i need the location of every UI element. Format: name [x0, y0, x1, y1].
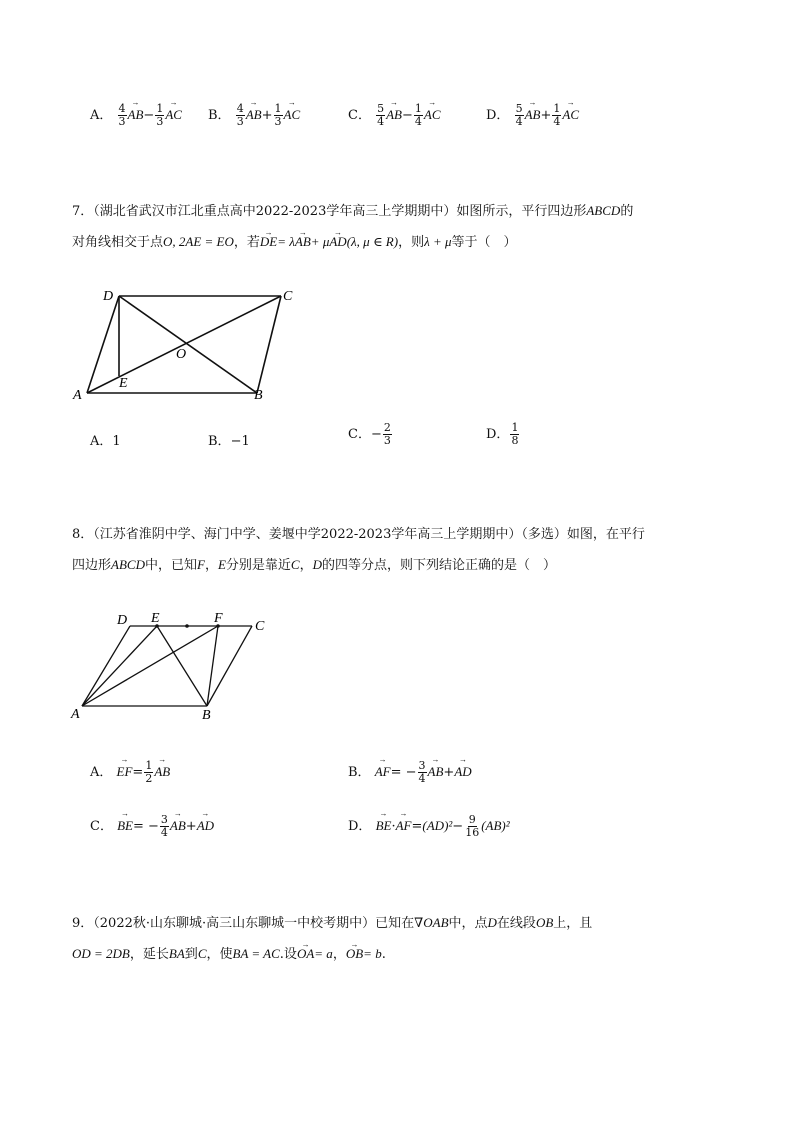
q6-option-d[interactable]	[486, 103, 579, 128]
vector-ad: → AD	[454, 764, 471, 780]
side-bc	[257, 296, 281, 393]
stem-text: 等于（ ）	[451, 235, 517, 250]
option-label: A．	[90, 434, 113, 449]
vector-ad-squared: (AD)²	[422, 818, 453, 833]
q8-option-d[interactable]	[348, 814, 510, 839]
vector-ab: → AB	[386, 107, 402, 123]
label-c: C	[283, 289, 293, 304]
stem-text: ，则	[398, 235, 425, 250]
vector-ab: → AB	[154, 764, 170, 780]
vector-ac: → AC	[562, 107, 579, 123]
minus: −	[452, 819, 464, 834]
operator: −	[401, 108, 413, 123]
segment-ae	[82, 626, 157, 706]
stem-text: ，若	[233, 235, 260, 250]
q8-option-c[interactable]	[90, 814, 214, 839]
side-bc	[207, 626, 252, 706]
multi-select-tag: （多选）	[521, 527, 567, 542]
stem-text: ，使	[206, 947, 233, 962]
diagonal-ac	[87, 296, 281, 393]
vector-ab: → AB	[428, 764, 444, 780]
question-number: 9．	[72, 916, 94, 931]
q9-stem	[72, 908, 722, 970]
dot-product: ·	[391, 819, 396, 834]
segment-ob: OB	[535, 915, 554, 930]
vector-ab: → AB	[295, 227, 311, 257]
vector-ab: → AB	[128, 107, 144, 123]
vector-de: → DE	[260, 227, 277, 257]
q6-option-b[interactable]	[208, 103, 300, 128]
condition: O, 2AE = EO	[163, 234, 234, 249]
label-a: A	[71, 707, 80, 722]
vector-af: → AF	[396, 818, 412, 834]
option-label: C．	[348, 427, 371, 442]
fraction: $\frac{1}{3}$	[156, 102, 164, 128]
label-f: F	[214, 611, 223, 626]
stem-text: .	[381, 947, 386, 962]
diagonal-db	[119, 296, 257, 393]
point-d: D	[312, 557, 322, 572]
stem-text: ，	[332, 947, 346, 962]
vector-ef: → EF	[117, 764, 133, 780]
stem-text: 分别是靠近	[225, 558, 291, 573]
triangle-name: ∇OAB	[414, 915, 449, 930]
label-b: B	[254, 388, 263, 403]
vector-ab: → AB	[525, 107, 541, 123]
operator: −	[143, 108, 155, 123]
q8-figure	[68, 608, 278, 724]
parallelogram-name: ABCD	[586, 203, 621, 218]
stem-text: ，延长	[129, 947, 169, 962]
q7-option-d[interactable]	[486, 422, 520, 447]
option-label: A．	[90, 765, 113, 780]
fraction: $\frac{5}{4}$	[515, 102, 523, 128]
domain: (λ, μ ∈ R)	[346, 234, 399, 249]
point-d: D	[487, 915, 497, 930]
operator: +	[261, 108, 273, 123]
midpoint-dot	[185, 624, 189, 628]
option-label: B．	[348, 765, 371, 780]
vector-ac: → AC	[165, 107, 182, 123]
equals: =	[132, 765, 144, 780]
stem-text: 如图所示，平行四边形	[456, 204, 587, 219]
q8-option-b[interactable]	[348, 760, 472, 785]
vector-b: = b	[363, 946, 382, 961]
vector-ab: → AB	[246, 107, 262, 123]
q7-stem	[72, 196, 722, 258]
option-label: B．	[208, 434, 231, 449]
question-source: （湖北省武汉市江北重点高中2022-2023学年高三上学期期中）	[93, 204, 457, 219]
equals: = −	[390, 765, 417, 780]
fraction: $\frac{1}{2}$	[145, 759, 153, 785]
q7-figure	[70, 282, 310, 406]
condition: BA = AC	[232, 946, 280, 961]
stem-text: .设	[279, 947, 297, 962]
fraction: $\frac{5}{4}$	[377, 102, 385, 128]
vector-ob: → OB	[346, 939, 363, 969]
label-e: E	[119, 376, 128, 391]
sum-expression: λ + μ	[424, 234, 452, 249]
q6-option-c[interactable]	[348, 103, 441, 128]
equals-lambda: = λ	[277, 234, 295, 249]
side-ad	[87, 296, 119, 393]
parallelogram-name: ABCD	[111, 557, 145, 572]
operator: +	[540, 108, 552, 123]
question-number: 8．	[72, 527, 94, 542]
option-value: 1	[112, 434, 121, 449]
vector-ab-squared: (AB)²	[481, 818, 510, 833]
label-o: O	[176, 347, 187, 362]
segment-af	[82, 626, 218, 706]
stem-text: 上，且	[553, 916, 593, 931]
q8-stem	[72, 520, 722, 581]
label-a: A	[73, 388, 82, 403]
segment-ba: BA	[168, 946, 185, 961]
plus-mu: + μ	[310, 234, 330, 249]
label-e: E	[151, 611, 160, 626]
vector-ad: → AD	[197, 818, 214, 834]
point-c: C	[290, 557, 300, 572]
question-source: （江苏省淮阴中学、海门中学、姜堰中学2022-2023学年高三上学期期中）	[93, 527, 522, 542]
fraction: $\frac{2}{3}$	[383, 421, 391, 447]
vector-a: = a	[314, 946, 333, 961]
point-c: C	[197, 946, 207, 961]
equals: =	[411, 819, 423, 834]
fraction: $\frac{9}{16}$	[465, 813, 480, 839]
fraction: $\frac{4}{3}$	[118, 102, 126, 128]
vector-ac: → AC	[284, 107, 301, 123]
fraction: $\frac{4}{3}$	[236, 102, 244, 128]
vector-be: → BE	[117, 818, 133, 834]
vector-ac: → AC	[424, 107, 441, 123]
plus: +	[443, 765, 455, 780]
side-ad	[82, 626, 130, 706]
fraction: $\frac{1}{8}$	[511, 421, 519, 447]
segment-bf	[207, 626, 218, 706]
stem-text: ，	[204, 558, 218, 573]
question-source: （2022秋·山东聊城·高三山东聊城一中校考期中）	[93, 916, 376, 931]
option-label: A．	[90, 108, 113, 123]
label-c: C	[255, 619, 265, 634]
point-e: E	[217, 557, 226, 572]
stem-text: 中，已知	[144, 558, 197, 573]
segment-be	[157, 626, 207, 706]
stem-text: 在线段	[496, 916, 536, 931]
option-label: B．	[208, 108, 231, 123]
fraction: $\frac{1}{3}$	[274, 102, 282, 128]
stem-text: 对角线相交于点	[72, 235, 164, 250]
fraction: $\frac{3}{4}$	[418, 759, 426, 785]
option-label: D．	[486, 427, 510, 442]
q7-option-a[interactable]	[90, 430, 121, 449]
label-d: D	[117, 613, 128, 628]
stem-text: 如图，在平行	[566, 527, 645, 542]
stem-text: ，	[299, 558, 313, 573]
question-number: 7．	[72, 204, 94, 219]
label-d: D	[103, 289, 114, 304]
stem-text: 的四等分点，则下列结论正确的是（ ）	[322, 558, 557, 573]
vector-be: → BE	[376, 818, 392, 834]
fraction: $\frac{3}{4}$	[160, 813, 168, 839]
point-f: F	[196, 557, 205, 572]
stem-text: 四边形	[72, 558, 112, 573]
vector-ad: → AD	[329, 227, 346, 257]
condition: OD = 2DB	[72, 946, 130, 961]
option-value: −1	[230, 434, 250, 449]
plus: +	[185, 819, 197, 834]
stem-text: 已知在	[375, 916, 415, 931]
stem-text: 到	[184, 947, 198, 962]
fraction: $\frac{1}{4}$	[553, 102, 561, 128]
stem-text: 中，点	[448, 916, 488, 931]
q7-option-b[interactable]	[208, 430, 250, 449]
label-b: B	[202, 708, 211, 723]
option-label: D．	[348, 819, 372, 834]
option-label: C．	[348, 108, 371, 123]
option-label: D．	[486, 108, 510, 123]
option-label: C．	[90, 819, 113, 834]
option-sign: −	[370, 427, 382, 442]
q6-option-a[interactable]	[90, 103, 182, 128]
q8-option-a[interactable]	[90, 760, 170, 785]
stem-text: 的	[620, 204, 634, 219]
fraction: $\frac{1}{4}$	[414, 102, 422, 128]
equals: = −	[132, 819, 159, 834]
vector-ab: → AB	[170, 818, 186, 834]
q7-option-c[interactable]	[348, 422, 393, 447]
vector-af: → AF	[375, 764, 391, 780]
vector-oa: → OA	[297, 939, 314, 969]
